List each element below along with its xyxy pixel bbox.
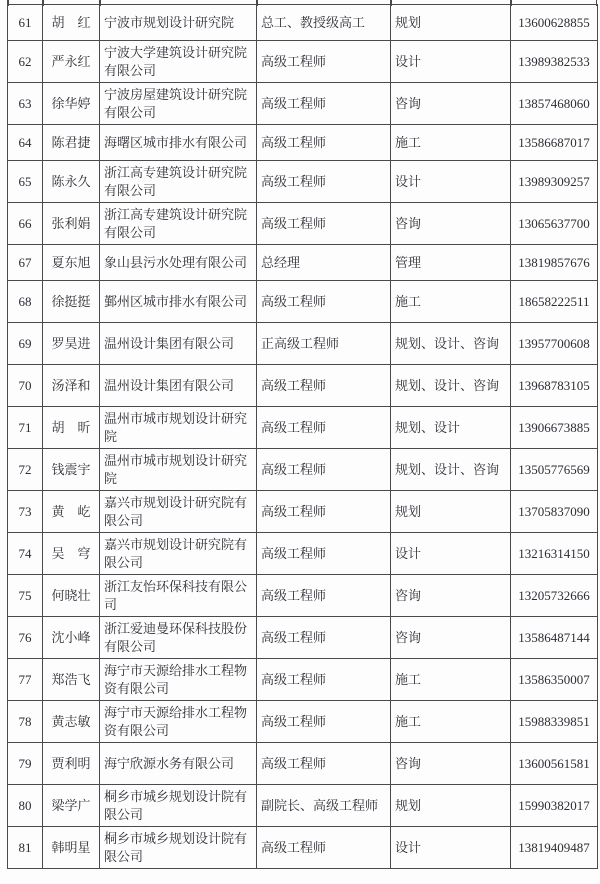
cell-specialty: 咨询 [391,203,511,245]
table-row [8,659,598,701]
cell-number: 61 [8,5,43,41]
cell-specialty: 施工 [391,701,511,743]
table-row [8,125,598,161]
cell-number: 70 [8,365,43,407]
cell-phone: 13586687017 [511,125,598,161]
cell-name: 沈小峰 [43,617,100,659]
cell-organization: 鄞州区城市排水有限公司 [100,281,257,323]
cell-organization: 嘉兴市规划设计研究院有限公司 [100,491,257,533]
cell-title: 副院长、高级工程师 [257,785,391,827]
cell-organization: 海宁市天源给排水工程物资有限公司 [100,701,257,743]
cell-phone: 13857468060 [511,83,598,125]
cell-name: 徐挺挺 [43,281,100,323]
cell-phone: 13989309257 [511,161,598,203]
cell-title: 总工、教授级高工 [257,5,391,41]
cell-phone: 13957700608 [511,323,598,365]
cell-organization: 浙江爱迪曼环保科技股份有限公司 [100,617,257,659]
cell-phone: 13216314150 [511,533,598,575]
cell-title: 高级工程师 [257,743,391,785]
cell-phone: 13586350007 [511,659,598,701]
cell-name: 韩明星 [43,827,100,869]
cell-name: 梁学广 [43,785,100,827]
table-row [8,449,598,491]
cell-number: 78 [8,701,43,743]
cell-phone: 13819409487 [511,827,598,869]
cell-specialty: 设计 [391,161,511,203]
cell-number: 75 [8,575,43,617]
table-row [8,827,598,869]
cell-organization: 温州市城市规划设计研究院 [100,407,257,449]
cell-phone: 13205732666 [511,575,598,617]
cell-name: 胡 红 [43,5,100,41]
cell-title: 高级工程师 [257,491,391,533]
table-row [8,281,598,323]
cell-phone: 13989382533 [511,41,598,83]
cell-title: 高级工程师 [257,407,391,449]
cell-name: 黄 屹 [43,491,100,533]
table-row [8,83,598,125]
cell-organization: 宁波房屋建筑设计研究院有限公司 [100,83,257,125]
cell-name: 张利娟 [43,203,100,245]
cell-number: 71 [8,407,43,449]
cell-name: 贾利明 [43,743,100,785]
table-row [8,491,598,533]
cell-name: 陈君捷 [43,125,100,161]
cell-phone: 13065637700 [511,203,598,245]
cell-name: 胡 昕 [43,407,100,449]
cell-specialty: 施工 [391,125,511,161]
cell-number: 81 [8,827,43,869]
cell-phone: 13600628855 [511,5,598,41]
cell-specialty: 规划 [391,491,511,533]
cell-number: 79 [8,743,43,785]
cell-title: 高级工程师 [257,827,391,869]
cell-specialty: 规划 [391,785,511,827]
cell-phone: 13968783105 [511,365,598,407]
cell-organization: 温州设计集团有限公司 [100,365,257,407]
cell-number: 74 [8,533,43,575]
cell-number: 67 [8,245,43,281]
cell-organization: 海宁欣源水务有限公司 [100,743,257,785]
cell-name: 夏东旭 [43,245,100,281]
cell-organization: 宁波大学建筑设计研究院有限公司 [100,41,257,83]
cell-organization: 海曙区城市排水有限公司 [100,125,257,161]
cell-specialty: 咨询 [391,743,511,785]
cell-title: 高级工程师 [257,125,391,161]
cell-title: 高级工程师 [257,701,391,743]
cell-phone: 15988339851 [511,701,598,743]
cell-name: 陈永久 [43,161,100,203]
table-row [8,365,598,407]
table-row [8,743,598,785]
table-row [8,533,598,575]
cell-phone: 13705837090 [511,491,598,533]
table-row [8,323,598,365]
cell-specialty: 规划、设计 [391,407,511,449]
cell-specialty: 管理 [391,245,511,281]
cell-title: 总经理 [257,245,391,281]
cell-number: 72 [8,449,43,491]
cell-title: 高级工程师 [257,533,391,575]
cell-specialty: 规划 [391,5,511,41]
table-row [8,407,598,449]
cell-title: 高级工程师 [257,83,391,125]
cell-name: 黄志敏 [43,701,100,743]
cell-number: 69 [8,323,43,365]
cell-organization: 桐乡市城乡规划设计院有限公司 [100,785,257,827]
cell-title: 高级工程师 [257,203,391,245]
cell-specialty: 咨询 [391,617,511,659]
cell-specialty: 规划、设计、咨询 [391,449,511,491]
cell-organization: 温州市城市规划设计研究院 [100,449,257,491]
cell-specialty: 规划、设计、咨询 [391,323,511,365]
cell-phone: 18658222511 [511,281,598,323]
cell-title: 高级工程师 [257,161,391,203]
cell-organization: 浙江高专建筑设计研究院有限公司 [100,161,257,203]
cell-title: 正高级工程师 [257,323,391,365]
table-row [8,5,598,41]
cell-phone: 13906673885 [511,407,598,449]
cell-phone: 13819857676 [511,245,598,281]
cell-number: 76 [8,617,43,659]
cell-phone: 13586487144 [511,617,598,659]
cell-organization: 海宁市天源给排水工程物资有限公司 [100,659,257,701]
cell-organization: 浙江高专建筑设计研究院有限公司 [100,203,257,245]
cell-title: 高级工程师 [257,365,391,407]
cell-number: 68 [8,281,43,323]
cell-number: 77 [8,659,43,701]
cell-number: 66 [8,203,43,245]
table-row [8,161,598,203]
cell-number: 73 [8,491,43,533]
cell-specialty: 施工 [391,281,511,323]
cell-phone: 13505776569 [511,449,598,491]
cell-organization: 温州设计集团有限公司 [100,323,257,365]
table-row [8,617,598,659]
cell-name: 严永红 [43,41,100,83]
cell-specialty: 设计 [391,827,511,869]
cell-name: 罗昊进 [43,323,100,365]
cell-name: 徐华婷 [43,83,100,125]
cell-specialty: 咨询 [391,575,511,617]
table-row [8,701,598,743]
cell-specialty: 施工 [391,659,511,701]
cell-organization: 嘉兴市规划设计研究院有限公司 [100,533,257,575]
cell-title: 高级工程师 [257,449,391,491]
cell-name: 吴 穹 [43,533,100,575]
cell-title: 高级工程师 [257,575,391,617]
cell-specialty: 规划、设计、咨询 [391,365,511,407]
cell-number: 64 [8,125,43,161]
cell-name: 郑浩飞 [43,659,100,701]
cell-organization: 浙江友怡环保科技有限公司 [100,575,257,617]
cell-title: 高级工程师 [257,617,391,659]
cell-number: 63 [8,83,43,125]
table-row [8,575,598,617]
cell-specialty: 设计 [391,41,511,83]
cell-phone: 13600561581 [511,743,598,785]
personnel-table [7,4,598,869]
cell-phone: 15990382017 [511,785,598,827]
cell-number: 80 [8,785,43,827]
cell-organization: 象山县污水处理有限公司 [100,245,257,281]
cell-name: 何晓壮 [43,575,100,617]
cell-organization: 宁波市规划设计研究院 [100,5,257,41]
cell-name: 汤泽和 [43,365,100,407]
table-row [8,245,598,281]
cell-number: 62 [8,41,43,83]
cell-specialty: 设计 [391,533,511,575]
table-row [8,785,598,827]
cell-title: 高级工程师 [257,41,391,83]
cell-specialty: 咨询 [391,83,511,125]
cell-name: 钱震宇 [43,449,100,491]
table-row [8,203,598,245]
personnel-table-body [8,5,598,869]
cell-title: 高级工程师 [257,659,391,701]
cell-number: 65 [8,161,43,203]
cell-organization: 桐乡市城乡规划设计院有限公司 [100,827,257,869]
table-row [8,41,598,83]
cell-title: 高级工程师 [257,281,391,323]
